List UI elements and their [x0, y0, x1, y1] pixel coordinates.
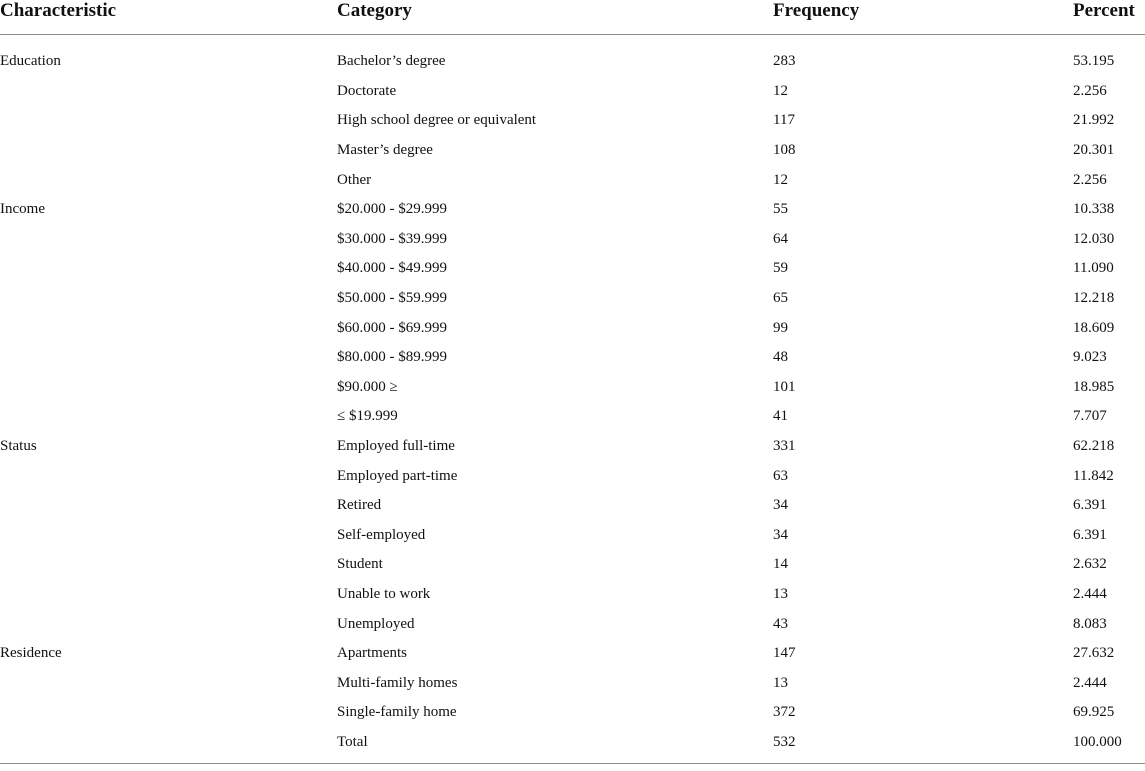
cell-category: Other — [337, 171, 372, 188]
cell-category: $60.000 - $69.999 — [337, 319, 447, 336]
cell-category: Apartments — [337, 645, 407, 662]
cell-percent: 21.992 — [1073, 112, 1115, 129]
cell-characteristic — [0, 136, 337, 166]
cell-category: $80.000 - $89.999 — [337, 349, 447, 366]
cell-percent: 6.391 — [1073, 497, 1107, 514]
cell-characteristic — [0, 550, 337, 580]
cell-frequency: 48 — [773, 349, 788, 366]
cell-frequency: 117 — [773, 112, 795, 129]
cell-frequency: 12 — [773, 171, 788, 188]
table-header — [0, 0, 1145, 35]
cell-category: Unemployed — [337, 615, 415, 632]
cell-category: $50.000 - $59.999 — [337, 290, 447, 307]
cell-category: Unable to work — [337, 585, 431, 602]
cell-category: Retired — [337, 497, 382, 514]
cell-percent: 2.444 — [1073, 674, 1107, 691]
table-row — [0, 550, 1145, 580]
cell-frequency: 41 — [773, 408, 788, 425]
table-row — [0, 254, 1145, 284]
cell-category: $40.000 - $49.999 — [337, 260, 447, 277]
cell-frequency: 59 — [773, 260, 788, 277]
cell-characteristic — [0, 77, 337, 107]
table-row — [0, 402, 1145, 432]
cell-percent: 11.090 — [1073, 260, 1114, 277]
table-row — [0, 225, 1145, 255]
table-row — [0, 461, 1145, 491]
table-row — [0, 77, 1145, 107]
cell-percent: 53.195 — [1073, 53, 1115, 70]
cell-percent: 11.842 — [1073, 467, 1114, 484]
cell-percent: 2.256 — [1073, 171, 1107, 188]
cell-category: Student — [337, 556, 383, 573]
cell-frequency: 64 — [773, 230, 788, 247]
cell-percent: 8.083 — [1073, 615, 1107, 632]
header-frequency: Frequency — [773, 0, 1073, 35]
cell-percent: 18.609 — [1073, 319, 1115, 336]
table-row — [0, 343, 1145, 373]
cell-category: $30.000 - $39.999 — [337, 230, 447, 247]
table-row — [0, 580, 1145, 610]
cell-frequency: 532 — [773, 728, 1073, 764]
table-row — [0, 106, 1145, 136]
cell-frequency: 13 — [773, 674, 788, 691]
cell-characteristic: Residence — [0, 645, 62, 662]
cell-percent: 69.925 — [1073, 704, 1115, 721]
table-row — [0, 284, 1145, 314]
cell-frequency: 34 — [773, 526, 788, 543]
cell-percent: 2.632 — [1073, 556, 1107, 573]
cell-category: Employed full-time — [337, 438, 455, 455]
table-row — [0, 313, 1145, 343]
header-percent: Percent — [1073, 0, 1145, 35]
cell-characteristic — [0, 580, 337, 610]
cell-characteristic — [0, 165, 337, 195]
cell-frequency: 12 — [773, 82, 788, 99]
cell-percent: 12.218 — [1073, 290, 1115, 307]
cell-frequency: 55 — [773, 201, 788, 218]
cell-category: $20.000 - $29.999 — [337, 201, 447, 218]
cell-frequency: 283 — [773, 53, 796, 70]
cell-characteristic — [0, 668, 337, 698]
cell-category: Single-family home — [337, 704, 457, 721]
cell-category: Multi-family homes — [337, 674, 458, 691]
cell-characteristic — [0, 491, 337, 521]
cell-frequency: 14 — [773, 556, 788, 573]
cell-percent: 10.338 — [1073, 201, 1115, 218]
cell-percent: 12.030 — [1073, 230, 1115, 247]
cell-characteristic — [0, 698, 337, 728]
cell-characteristic: Education — [0, 53, 61, 70]
table-row — [0, 35, 1145, 77]
cell-percent: 7.707 — [1073, 408, 1107, 425]
cell-characteristic — [0, 313, 337, 343]
cell-characteristic — [0, 254, 337, 284]
cell-frequency: 108 — [773, 142, 796, 159]
table-row — [0, 195, 1145, 225]
cell-frequency: 65 — [773, 290, 788, 307]
cell-percent: 6.391 — [1073, 526, 1107, 543]
cell-characteristic — [0, 609, 337, 639]
table-row — [0, 491, 1145, 521]
cell-characteristic — [0, 521, 337, 551]
cell-percent: 27.632 — [1073, 645, 1115, 662]
cell-characteristic — [0, 728, 337, 764]
cell-frequency: 34 — [773, 497, 788, 514]
table-row — [0, 432, 1145, 462]
cell-category: ≤ $19.999 — [337, 408, 398, 425]
cell-frequency: 63 — [773, 467, 788, 484]
cell-category: Doctorate — [337, 82, 397, 99]
table-row — [0, 165, 1145, 195]
table-row — [0, 609, 1145, 639]
table-row — [0, 521, 1145, 551]
cell-category: High school degree or equivalent — [337, 112, 537, 129]
cell-percent: 20.301 — [1073, 142, 1115, 159]
cell-characteristic — [0, 461, 337, 491]
table-body — [0, 35, 1145, 764]
cell-characteristic — [0, 343, 337, 373]
header-category: Category — [337, 0, 773, 35]
cell-category: Master’s degree — [337, 142, 433, 159]
cell-characteristic — [0, 373, 337, 403]
cell-category: Employed part-time — [337, 467, 458, 484]
cell-frequency: 372 — [773, 704, 796, 721]
table-row — [0, 728, 1145, 764]
cell-category: Bachelor’s degree — [337, 53, 446, 70]
cell-percent: 100.000 — [1073, 728, 1145, 764]
table-row — [0, 639, 1145, 669]
cell-characteristic — [0, 402, 337, 432]
header-row — [0, 0, 1145, 35]
table-row — [0, 698, 1145, 728]
cell-characteristic: Income — [0, 201, 45, 218]
cell-percent: 2.256 — [1073, 82, 1107, 99]
cell-characteristic — [0, 225, 337, 255]
cell-percent: 62.218 — [1073, 438, 1115, 455]
cell-percent: 9.023 — [1073, 349, 1107, 366]
cell-frequency: 331 — [773, 438, 796, 455]
cell-characteristic: Status — [0, 438, 37, 455]
cell-frequency: 101 — [773, 378, 796, 395]
cell-frequency: 13 — [773, 585, 788, 602]
cell-percent: 2.444 — [1073, 585, 1107, 602]
table-row — [0, 136, 1145, 166]
table-row — [0, 373, 1145, 403]
header-characteristic: Characteristic — [0, 0, 337, 35]
cell-category: $90.000 ≥ — [337, 378, 398, 395]
cell-frequency: 43 — [773, 615, 788, 632]
cell-characteristic — [0, 284, 337, 314]
cell-frequency: 99 — [773, 319, 788, 336]
cell-category: Total — [337, 728, 773, 764]
table-row — [0, 668, 1145, 698]
cell-characteristic — [0, 106, 337, 136]
cell-category: Self-employed — [337, 526, 426, 543]
cell-percent: 18.985 — [1073, 378, 1115, 395]
cell-frequency: 147 — [773, 645, 796, 662]
